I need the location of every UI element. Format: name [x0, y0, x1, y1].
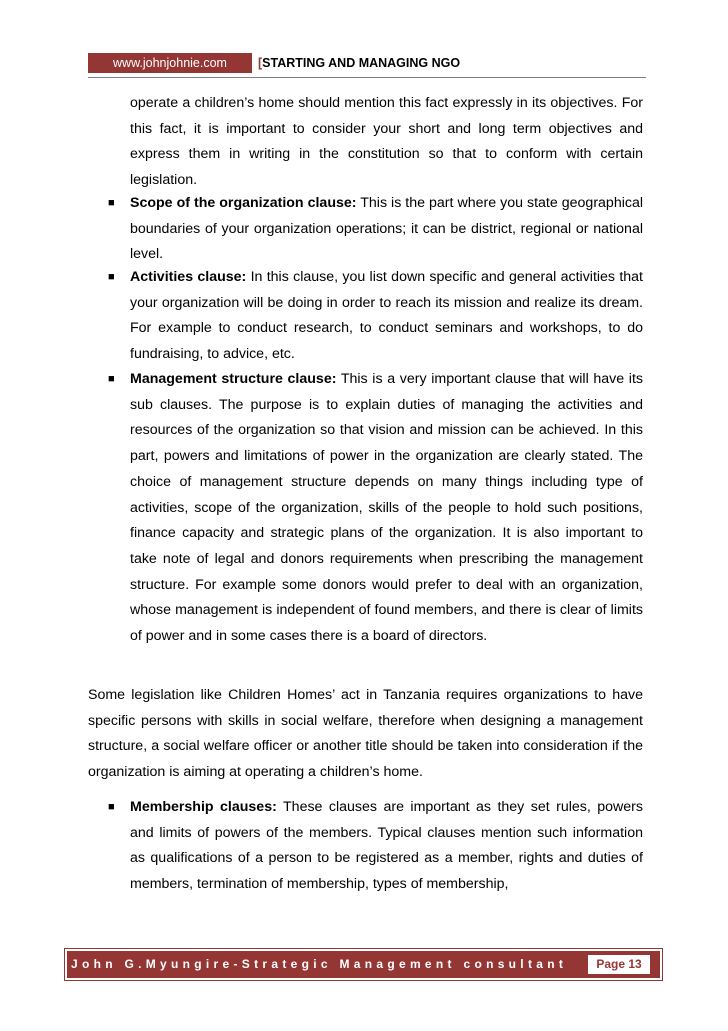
footer-band: [67, 951, 660, 978]
header-bracket: [: [258, 56, 263, 70]
activities-clause-paragraph: [130, 265, 643, 368]
page-header: [88, 49, 646, 78]
header-site-url: www.johnjohnie.com: [88, 53, 252, 73]
management-clause-title: Management structure clause:: [130, 371, 337, 387]
membership-clause-paragraph: [130, 795, 643, 898]
bullet-membership: ■: [108, 801, 115, 813]
footer-author: John G.Myungire-Strategic Management consultant: [71, 957, 568, 971]
page-footer: [64, 948, 663, 981]
bullet-scope: ■: [108, 197, 115, 209]
activities-clause-text: In this clause, you list down specific and general activities that your organization will be doing in order to reach its mission and realize its dream. For example to conduct research, to conduct seminars and workshops, to do fundraising, to advice, etc.: [130, 269, 643, 363]
paragraph-continued: operate a children’s home should mention this fact expressly in its objectives. For this fact, it is important to consider your short and long term objectives and express them in writing in the constitution so that to conform with certain legislation.: [130, 95, 643, 189]
legislation-paragraph: Some legislation like Children Homes’ act in Tanzania requires organizations to have specific persons with skills in social welfare, therefore when designing a management structure, a social welfare officer or another title should be taken into consideration if the organization is aiming at operating a children’s home.: [88, 687, 643, 781]
activities-clause-title: Activities clause:: [130, 269, 247, 285]
management-clause-text: This is a very important clause that will have its sub clauses. The purpose is to explain duties of managing the activities and resources of the organization so that vision and mission can be achieved. In this part, powers and limitations of power in the organization are clearly stated. The choice of management structure depends on many things including type of activities, scope of the organization, skills of the people to hold such positions, finance capacity and strategic plans of the organization. It is also important to take note of legal and donors requirements when prescribing the management structure. For example some donors would prefer to deal with an organization, whose management is independent of found members, and there is clear of limits of power and in some cases there is a board of directors.: [130, 371, 643, 645]
scope-clause-paragraph: [130, 191, 643, 268]
management-clause-paragraph: [130, 367, 643, 650]
footer-page-number: Page 13: [588, 955, 650, 974]
bullet-activities: ■: [108, 271, 115, 283]
scope-clause-text: This is the part where you state geographical boundaries of your organization operations; it can be district, regional or national level.: [130, 195, 644, 263]
header-title: STARTING AND MANAGING NGO: [262, 56, 461, 70]
scope-clause-title: Scope of the organization clause:: [130, 195, 357, 211]
header-title-wrap: [258, 53, 460, 73]
membership-clause-title: Membership clauses:: [130, 799, 277, 815]
bullet-management: ■: [108, 373, 115, 385]
membership-clause-text: These clauses are important as they set rules, powers and limits of powers of the members. Typical clauses mention such information as qualifications of a person to be registered as a member, rights and duties of members, termination of membership, types of membership,: [130, 799, 643, 893]
